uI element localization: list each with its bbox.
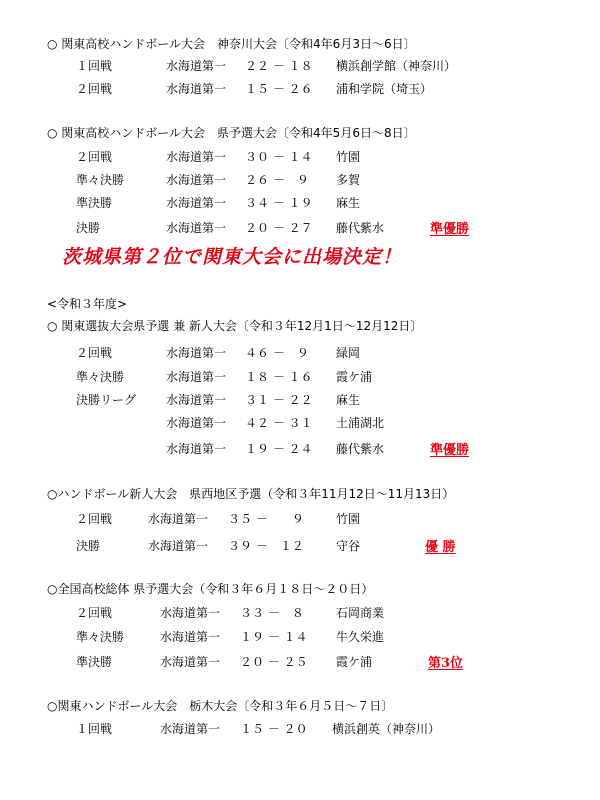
qualification-banner: 茨城県第２位で関東大会に出場決定！ xyxy=(62,246,403,268)
team-name: 水海道第一 xyxy=(148,539,209,553)
opponent-name: 霞ケ浦 xyxy=(336,370,373,384)
opponent-name: 竹園 xyxy=(336,150,361,164)
match-score: ２６ － ９ xyxy=(245,173,309,187)
match-score: ２０ － ２７ xyxy=(245,221,313,235)
round-label: ２回戦 xyxy=(76,82,113,96)
opponent-name: 霞ケ浦 xyxy=(336,655,373,669)
award-badge: 準優勝 xyxy=(430,222,470,237)
opponent-name: 横浜創学館（神奈川） xyxy=(336,59,457,73)
round-label: 準々決勝 xyxy=(76,630,125,644)
round-label: １回戦 xyxy=(76,722,113,736)
award-badge: 準優勝 xyxy=(430,443,470,458)
opponent-name: 藤代紫水 xyxy=(336,221,385,235)
opponent-name: 麻生 xyxy=(336,393,361,407)
match-score: １９ － １４ xyxy=(240,630,308,644)
match-score: ３３ － ８ xyxy=(240,606,304,620)
match-row xyxy=(0,510,600,528)
section-heading: ○関東ハンドボール大会 栃木大会〔令和３年６月５日～７日〕 xyxy=(47,699,394,713)
round-label: ２回戦 xyxy=(76,346,113,360)
match-row xyxy=(0,414,600,432)
section-heading: ○ハンドボール新人大会 県西地区予選（令和３年11月12日～11月13日） xyxy=(47,487,455,501)
opponent-name: 麻生 xyxy=(336,196,361,210)
section-heading: ○全国高校総体 県予選大会（令和３年６月１８日～２０日） xyxy=(47,582,374,596)
team-name: 水海道第一 xyxy=(160,655,221,669)
match-score: １５ － ２０ xyxy=(240,722,308,736)
match-score: ２２ － １８ xyxy=(245,59,313,73)
year-label: <令和３年度> xyxy=(47,297,128,311)
match-row xyxy=(0,148,600,166)
match-score: ３０ － １４ xyxy=(245,150,313,164)
section-heading: ○ 関東高校ハンドボール大会 神奈川大会〔令和4年6月3日～6日〕 xyxy=(47,37,416,51)
team-name: 水海道第一 xyxy=(166,416,227,430)
team-name: 水海道第一 xyxy=(148,512,209,526)
opponent-name: 多賀 xyxy=(336,173,361,187)
section-heading: ○ 関東選抜大会県予選 兼 新人大会〔令和３年12月1日～12月12日〕 xyxy=(47,319,423,333)
round-label: 決勝リーグ xyxy=(76,393,137,407)
round-label: 決勝 xyxy=(76,539,101,553)
match-row xyxy=(0,219,600,237)
match-row xyxy=(0,57,600,75)
match-row xyxy=(0,604,600,622)
match-score: １８ － １６ xyxy=(245,370,313,384)
match-score: ３９ － １２ xyxy=(228,539,304,553)
round-label: ２回戦 xyxy=(76,150,113,164)
match-row xyxy=(0,80,600,98)
match-row xyxy=(0,628,600,646)
round-label: ２回戦 xyxy=(76,606,113,620)
opponent-name: 緑岡 xyxy=(336,346,361,360)
team-name: 水海道第一 xyxy=(166,393,227,407)
team-name: 水海道第一 xyxy=(166,150,227,164)
team-name: 水海道第一 xyxy=(166,196,227,210)
match-score: ２０ － ２５ xyxy=(240,655,308,669)
team-name: 水海道第一 xyxy=(166,346,227,360)
opponent-name: 藤代紫水 xyxy=(336,442,385,456)
opponent-name: 牛久栄進 xyxy=(336,630,385,644)
match-score: １９ － ２４ xyxy=(245,442,313,456)
opponent-name: 浦和学院（埼玉） xyxy=(336,82,433,96)
match-score: ３１ － ２２ xyxy=(245,393,313,407)
match-row xyxy=(0,171,600,189)
opponent-name: 横浜創英（神奈川） xyxy=(332,722,441,736)
opponent-name: 石岡商業 xyxy=(336,606,385,620)
match-row xyxy=(0,653,600,671)
round-label: 決勝 xyxy=(76,221,101,235)
round-label: 準決勝 xyxy=(76,655,113,669)
match-row xyxy=(0,537,600,555)
round-label: ２回戦 xyxy=(76,512,113,526)
match-row xyxy=(0,391,600,409)
round-label: １回戦 xyxy=(76,59,113,73)
opponent-name: 土浦湖北 xyxy=(336,416,385,430)
award-badge: 優 勝 xyxy=(425,540,456,555)
section-heading: ○ 関東高校ハンドボール大会 県予選大会〔令和4年5月6日～8日〕 xyxy=(47,126,416,140)
opponent-name: 竹園 xyxy=(336,512,361,526)
round-label: 準々決勝 xyxy=(76,370,125,384)
match-row xyxy=(0,440,600,458)
award-badge: 第3位 xyxy=(428,656,464,671)
match-row xyxy=(0,720,600,738)
team-name: 水海道第一 xyxy=(166,442,227,456)
match-row xyxy=(0,344,600,362)
match-score: ４６ － ９ xyxy=(245,346,309,360)
match-score: ３５ － ９ xyxy=(228,512,304,526)
team-name: 水海道第一 xyxy=(166,221,227,235)
match-row xyxy=(0,368,600,386)
match-row xyxy=(0,194,600,212)
team-name: 水海道第一 xyxy=(166,82,227,96)
match-score: １５ － ２６ xyxy=(245,82,313,96)
match-score: ４２ － ３１ xyxy=(245,416,313,430)
team-name: 水海道第一 xyxy=(160,606,221,620)
team-name: 水海道第一 xyxy=(160,630,221,644)
opponent-name: 守谷 xyxy=(336,539,361,553)
match-score: ３４ － １９ xyxy=(245,196,313,210)
round-label: 準々決勝 xyxy=(76,173,125,187)
team-name: 水海道第一 xyxy=(166,59,227,73)
team-name: 水海道第一 xyxy=(160,722,221,736)
round-label: 準決勝 xyxy=(76,196,113,210)
team-name: 水海道第一 xyxy=(166,370,227,384)
team-name: 水海道第一 xyxy=(166,173,227,187)
